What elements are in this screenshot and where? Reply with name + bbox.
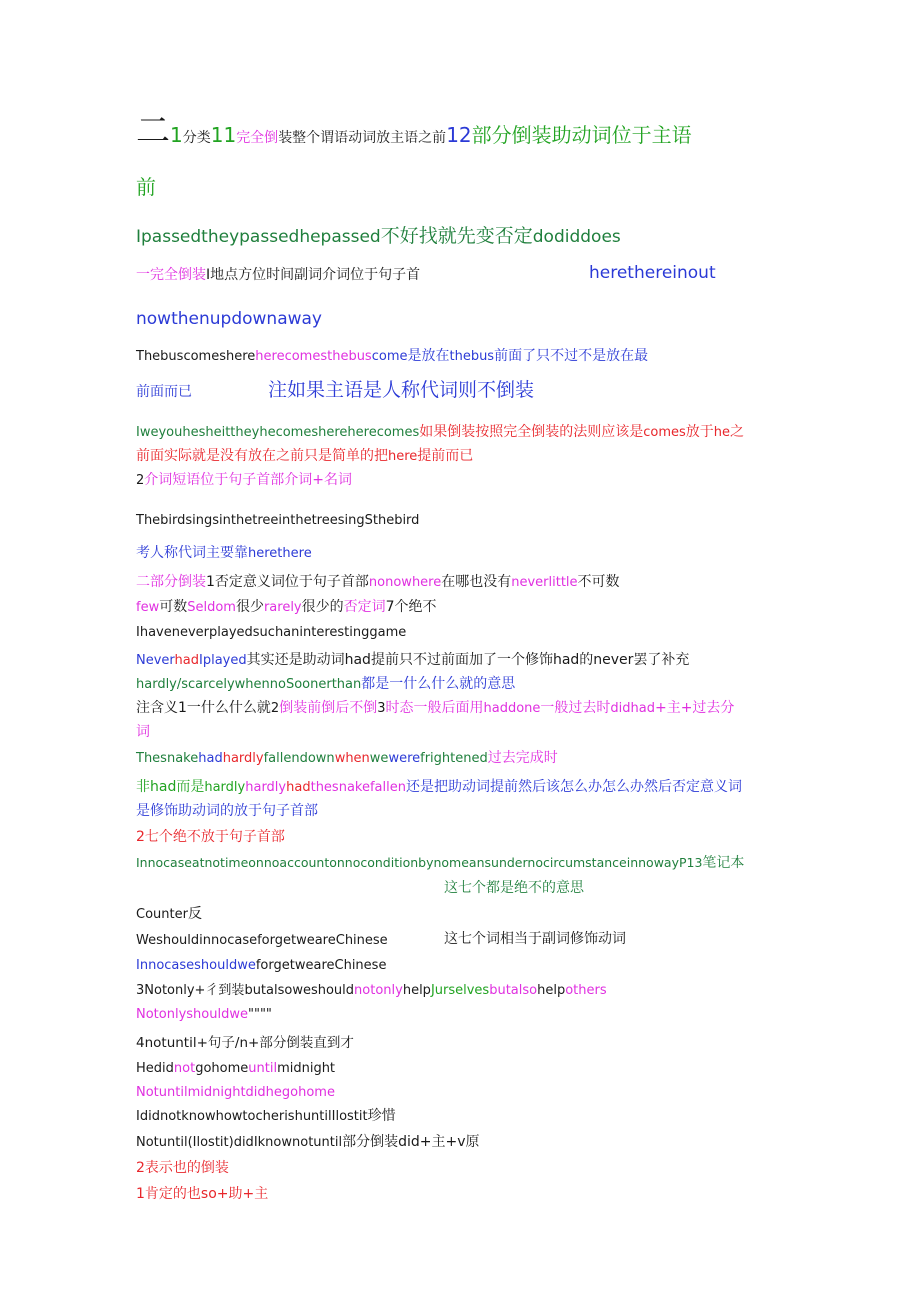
text-line (136, 1184, 268, 1202)
text-line (136, 1033, 354, 1052)
text-line (136, 698, 734, 717)
text-run: Hedid (136, 1061, 174, 1076)
text-run: others (565, 983, 607, 998)
text-line (136, 1106, 396, 1125)
text-run: forgetweareChinese (255, 958, 387, 973)
text-run: 1否定意义词位于句子首部 (206, 574, 369, 590)
text-run: until (248, 1061, 278, 1076)
text-run: WeshouldinnocaseforgetweareChinese (136, 933, 388, 948)
text-run: hardly (222, 751, 264, 766)
text-run: midnight (277, 1061, 336, 1076)
text-run: frightened (420, 751, 488, 766)
text-run: Never (136, 653, 175, 668)
text-run: Jurselves (430, 983, 490, 998)
text-run: 3Notonly+彳到装 (136, 983, 245, 998)
text-run: 在哪也没有 (441, 574, 512, 590)
text-run: 2 (136, 473, 145, 488)
text-run: Counter (136, 907, 188, 922)
text-run: rarely (263, 600, 302, 615)
text-line (589, 264, 716, 284)
text-run: gohome (195, 1061, 249, 1076)
text-run: help (402, 983, 431, 998)
text-line (136, 112, 692, 151)
text-run: 部分倒装did+主+v原 (342, 1134, 480, 1150)
text-run: not (173, 1061, 196, 1076)
text-line (444, 929, 626, 947)
text-run: didhegohome (245, 1085, 335, 1100)
text-run: had (286, 780, 311, 795)
text-run: 提前而已 (417, 448, 474, 464)
text-run: Notuntil(Ilostit)didIknownotuntil (136, 1135, 343, 1150)
text-run: 2七个绝不放于句子首部 (136, 829, 285, 845)
text-run: 过去完成时 (487, 750, 558, 766)
text-run: butalso (489, 983, 538, 998)
text-line (136, 1082, 335, 1101)
text-line (136, 446, 473, 465)
text-run: ThebirdsingsinthetreeinthetreesingSthebird (136, 513, 420, 528)
text-run: we (369, 751, 389, 766)
text-run: heretherein (589, 263, 688, 283)
text-run: 如果倒装按照完全倒装的法则应该是 (419, 424, 644, 440)
text-run: 分类 (182, 130, 211, 146)
text-run: 是放在 (407, 348, 450, 364)
text-line (136, 674, 515, 693)
text-run: 这七个词相当于副词修饰动词 (444, 931, 626, 947)
text-line (136, 853, 744, 871)
text-run: out (687, 263, 716, 283)
text-run: 是修饰助动词的放于句子首部 (136, 803, 318, 819)
text-run: 珍惜 (367, 1108, 396, 1124)
text-line (136, 801, 318, 819)
text-line (136, 748, 558, 767)
text-run: Ipassedtheypassedhepassed (136, 227, 381, 247)
text-run: 7个绝不 (385, 599, 437, 615)
text-run: 不好找就先变否定 (380, 225, 533, 247)
text-run: herethere (248, 546, 312, 561)
text-run: Notonly (136, 1007, 187, 1022)
text-run: 反 (187, 906, 202, 922)
text-run: help (537, 983, 566, 998)
text-run: 注如果主语是人称代词则不倒装 (268, 379, 535, 401)
text-run: 一完全倒装 (136, 267, 206, 283)
text-run: """" (247, 1007, 272, 1022)
text-run: Notuntilmidnight (136, 1085, 246, 1100)
text-run: 考人称代词主要靠 (136, 545, 248, 561)
text-run: 前面了只不过不是放在最 (494, 348, 649, 364)
text-run: haddone (483, 701, 541, 716)
text-run: 其实还是助动词had提前只不过前面加了一个修饰had的never罢了补充 (246, 652, 690, 668)
text-run: 装整个谓语动词放主语之前 (278, 130, 447, 146)
text-run: here (388, 449, 418, 464)
text-run: hardly (204, 780, 246, 795)
text-run: herecomesthebus (255, 349, 372, 364)
text-line (136, 346, 648, 365)
text-run: 很少 (235, 599, 264, 615)
text-line (136, 722, 150, 740)
text-run: 2表示也的倒装 (136, 1160, 229, 1176)
text-run: hardly (245, 780, 287, 795)
text-run: 二部分倒装 (136, 574, 206, 590)
text-run: InnocaseatnotimeonnoaccountonnoconditionbynomeansundernocircumstanceinnowayP13 (136, 855, 703, 870)
text-run: 都是一什么什么就的意思 (361, 676, 516, 692)
text-run: butalsoweshould (244, 983, 355, 998)
text-run: 11 (210, 123, 237, 147)
text-line (136, 470, 352, 489)
text-run: thesnakefallen (310, 780, 406, 795)
text-run: 完全倒 (236, 130, 279, 146)
text-run: 可数 (159, 599, 188, 615)
text-run: had (174, 653, 199, 668)
text-run: 前面而已 (136, 384, 192, 400)
text-run: dodiddoes (532, 227, 621, 247)
text-line (136, 777, 742, 796)
text-line (444, 878, 584, 896)
text-line (136, 265, 420, 283)
text-run: neverlittle (511, 575, 578, 590)
text-run: +主+过去分 (654, 700, 735, 716)
text-run: 2 (270, 701, 280, 716)
text-run: 倒装前倒后不倒 (279, 700, 378, 716)
text-run: 不可数 (577, 574, 620, 590)
text-run: 时态一般后面用 (385, 700, 484, 716)
text-run: nonowhere (368, 575, 442, 590)
text-line (136, 572, 620, 591)
text-line (136, 980, 607, 999)
text-run: 介词短语位于句子首部介词+名词 (144, 472, 353, 488)
text-line (136, 382, 192, 400)
text-line (136, 510, 419, 529)
text-line (136, 226, 621, 248)
text-line (136, 904, 202, 923)
text-run: Innocase (136, 958, 195, 973)
text-run: Ihaveneverplayedsuchaninterestinggame (136, 625, 407, 640)
text-line (136, 310, 322, 330)
text-run: 很少的 (301, 599, 344, 615)
text-run: fallendown (263, 751, 335, 766)
text-run: 注含义1一什么什么就 (136, 700, 271, 716)
text-run: I地点方位时间副词介词位于句子首 (206, 267, 421, 283)
text-run: 还是把助动词提前然后该怎么办怎么办然后否定意义词 (405, 779, 742, 795)
text-run: 前面实际就是没有放在之前只是简单的把 (136, 448, 388, 464)
text-line (136, 1132, 480, 1151)
text-run: 笔记本 (702, 855, 745, 871)
text-run: Seldom (187, 600, 236, 615)
text-run: 这七个都是绝不的意思 (444, 880, 584, 896)
text-line (136, 827, 285, 845)
text-run: didhad (610, 701, 655, 716)
text-run: few (136, 600, 160, 615)
text-run: 非had而是 (136, 779, 205, 795)
text-run: 一般过去时 (540, 700, 611, 716)
text-line (136, 650, 689, 669)
text-run: 4notuntil+句子/n+部分倒装直到才 (136, 1035, 354, 1051)
text-run: 否定词 (343, 599, 386, 615)
text-run: notonly (354, 983, 403, 998)
text-run: were (388, 751, 421, 766)
text-line (136, 422, 744, 441)
text-line (136, 930, 388, 949)
text-run: shouldwe (186, 1007, 248, 1022)
text-run: 1 (170, 123, 183, 147)
text-run: he (713, 425, 731, 440)
text-line (136, 1158, 229, 1176)
text-run: when (334, 751, 370, 766)
text-run: 12 (446, 123, 472, 147)
text-run: nowthenupdownaway (136, 309, 322, 329)
text-run: 前 (136, 175, 156, 199)
text-run: had (198, 751, 223, 766)
text-run: 词 (136, 724, 150, 740)
text-run: 放于 (685, 424, 714, 440)
text-run: Thesnake (136, 751, 199, 766)
text-run: shouldwe (194, 958, 256, 973)
text-run: 1肯定的也so+助+主 (136, 1186, 269, 1202)
text-run: come (371, 349, 408, 364)
text-run: IdidnotknowhowtocherishuntilIlostit (136, 1109, 368, 1124)
text-run: Iplayed (199, 653, 247, 668)
text-line (136, 543, 312, 562)
text-run: 之 (730, 424, 745, 440)
text-run: Iweyouhesheittheyhecomeshereherecomes (136, 425, 420, 440)
text-line (136, 955, 386, 974)
text-run: 部分倒装助动词位于主语 (471, 123, 692, 147)
text-run: 二 (136, 111, 170, 151)
text-line (136, 1058, 335, 1077)
text-line (268, 380, 534, 402)
text-line (136, 176, 156, 199)
text-run: Thebuscomeshere (136, 349, 256, 364)
text-run: 3 (377, 701, 386, 716)
text-line (136, 622, 406, 641)
text-line (136, 1004, 272, 1023)
text-run: thebus (449, 349, 495, 364)
text-line (136, 597, 437, 616)
text-run: comes (643, 425, 686, 440)
text-run: hardly/scarcelywhennoSoonerthan (136, 677, 362, 692)
